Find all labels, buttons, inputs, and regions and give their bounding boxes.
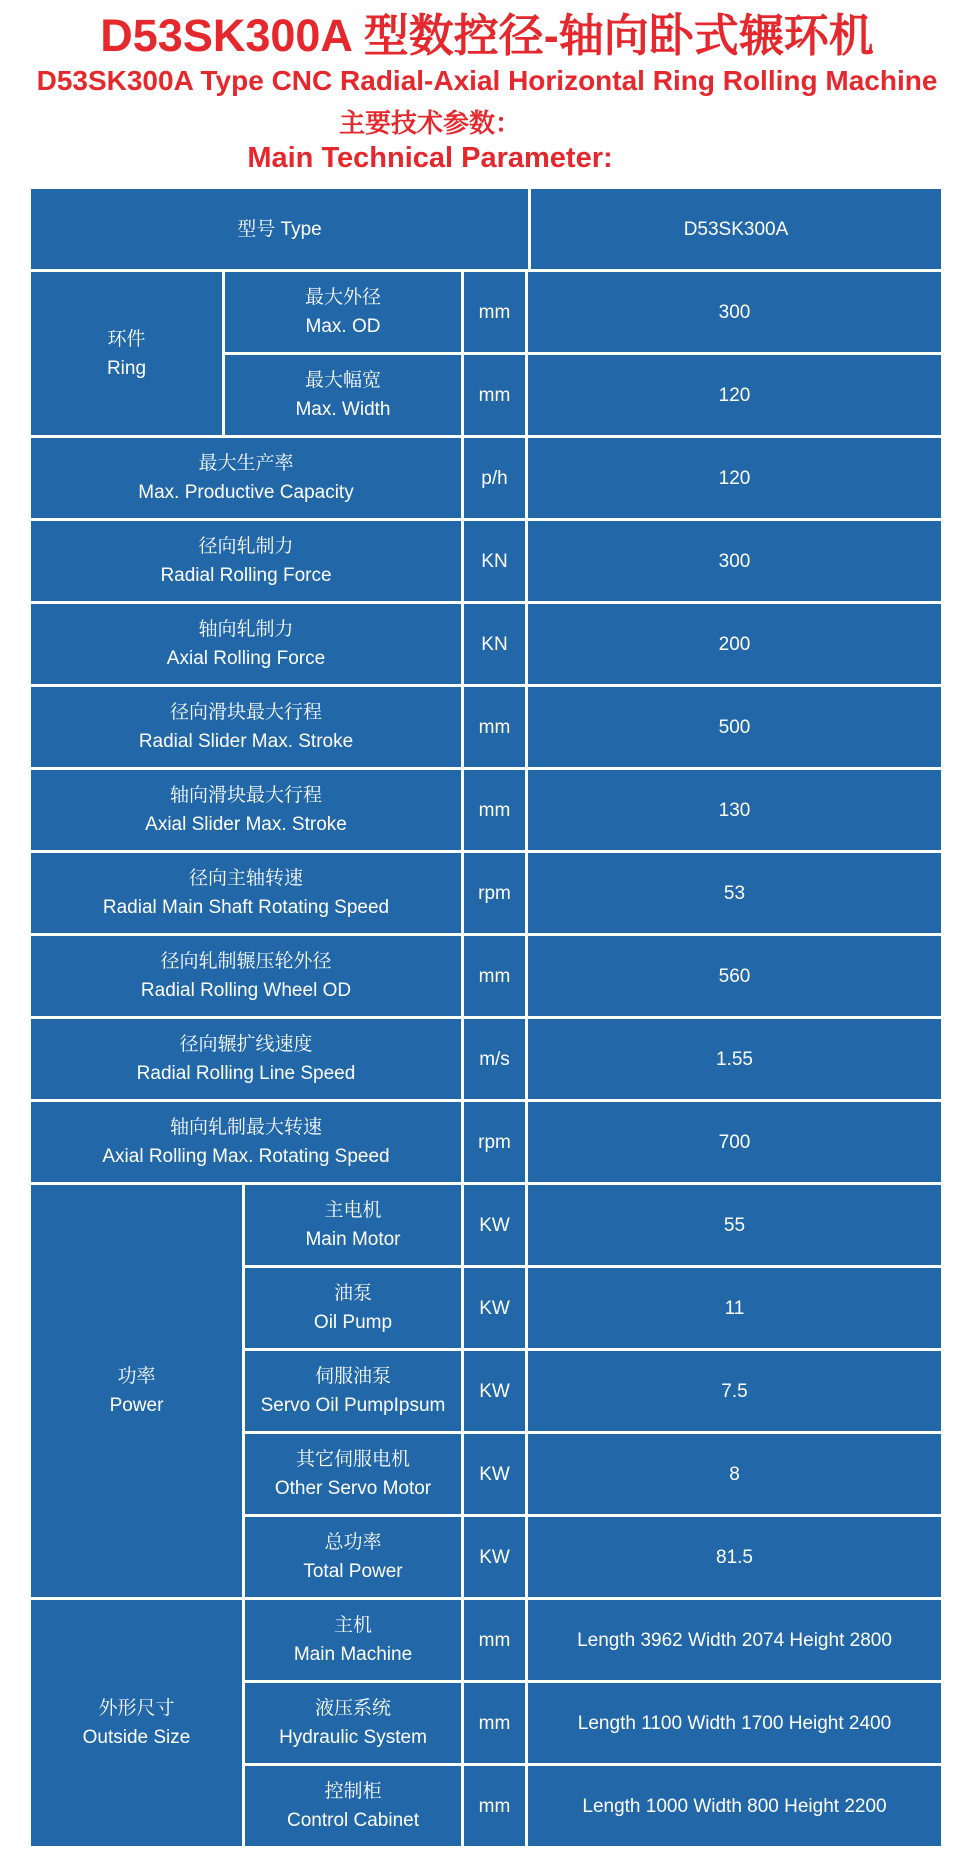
page-title-chinese: D53SK300A 型数控径-轴向卧式辗环机 xyxy=(100,10,874,61)
param-label: 径向滑块最大行程 Radial Slider Max. Stroke xyxy=(31,687,461,767)
param-value: Length 3962 Width 2074 Height 2800 xyxy=(528,1600,941,1680)
param-label: 油泵 Oil Pump xyxy=(245,1268,461,1348)
param-unit: rpm xyxy=(464,1102,525,1182)
table-group-ring xyxy=(31,272,941,435)
param-label: 径向主轴转速 Radial Main Shaft Rotating Speed xyxy=(31,853,461,933)
param-label: 最大幅宽 Max. Width xyxy=(225,355,461,435)
param-unit: m/s xyxy=(464,1019,525,1099)
param-unit: mm xyxy=(464,355,525,435)
param-label: 主电机 Main Motor xyxy=(245,1185,461,1265)
page-title-english: D53SK300A Type CNC Radial-Axial Horizontal Ring Rolling Machine xyxy=(36,65,938,96)
param-value: Length 1100 Width 1700 Height 2400 xyxy=(528,1683,941,1763)
param-label: 其它伺服电机 Other Servo Motor xyxy=(245,1434,461,1514)
param-unit: mm xyxy=(464,1683,525,1763)
table-row xyxy=(31,770,941,850)
param-unit: mm xyxy=(464,936,525,1016)
param-value: 7.5 xyxy=(528,1351,941,1431)
param-value: 500 xyxy=(528,687,941,767)
param-value: 53 xyxy=(528,853,941,933)
group-label xyxy=(31,1185,242,1597)
table-group-outside-size xyxy=(31,1600,941,1846)
table-group-power xyxy=(31,1185,941,1597)
param-label: 径向辗扩线速度 Radial Rolling Line Speed xyxy=(31,1019,461,1099)
param-unit: KW xyxy=(464,1517,525,1597)
param-label: 最大外径 Max. OD xyxy=(225,272,461,352)
param-label: 轴向轧制力 Axial Rolling Force xyxy=(31,604,461,684)
table-row xyxy=(31,1019,941,1099)
param-value: 8 xyxy=(528,1434,941,1514)
param-label: 最大生产率 Max. Productive Capacity xyxy=(31,438,461,518)
param-unit: p/h xyxy=(464,438,525,518)
param-label: 径向轧制力 Radial Rolling Force xyxy=(31,521,461,601)
param-unit: KN xyxy=(464,604,525,684)
group-label-en: Outside Size xyxy=(82,1727,191,1748)
param-value: 700 xyxy=(528,1102,941,1182)
param-value: 81.5 xyxy=(528,1517,941,1597)
group-label-en: Ring xyxy=(106,357,147,379)
param-value: 55 xyxy=(528,1185,941,1265)
param-unit: rpm xyxy=(464,853,525,933)
param-label: 总功率 Total Power xyxy=(245,1517,461,1597)
param-unit: mm xyxy=(464,1766,525,1846)
table-row xyxy=(31,521,941,601)
param-label: 液压系统 Hydraulic System xyxy=(245,1683,461,1763)
param-unit: KW xyxy=(464,1434,525,1514)
param-label: 径向轧制辗压轮外径 Radial Rolling Wheel OD xyxy=(31,936,461,1016)
parameters-heading-english: Main Technical Parameter: xyxy=(247,142,613,174)
param-value: 560 xyxy=(528,936,941,1016)
table-row xyxy=(31,936,941,1016)
page-header xyxy=(0,10,974,177)
group-label xyxy=(31,1600,242,1846)
param-value: D53SK300A xyxy=(531,189,941,269)
param-label: 轴向轧制最大转速 Axial Rolling Max. Rotating Speed xyxy=(31,1102,461,1182)
parameters-heading-chinese: 主要技术参数： xyxy=(338,108,521,138)
param-label: 轴向滑块最大行程 Axial Slider Max. Stroke xyxy=(31,770,461,850)
table-row xyxy=(31,853,941,933)
param-value: 130 xyxy=(528,770,941,850)
param-unit: KW xyxy=(464,1268,525,1348)
parameters-heading xyxy=(0,106,860,177)
group-label xyxy=(31,272,222,435)
param-value: 120 xyxy=(528,355,941,435)
group-label-zh: 环件 xyxy=(107,328,146,350)
param-unit: mm xyxy=(464,272,525,352)
param-label: 伺服油泵 Servo Oil PumpIpsum xyxy=(245,1351,461,1431)
param-label: 主机 Main Machine xyxy=(245,1600,461,1680)
param-value: 200 xyxy=(528,604,941,684)
param-unit: mm xyxy=(464,770,525,850)
param-label: 型号 Type xyxy=(31,189,528,269)
table-row xyxy=(31,1102,941,1182)
spec-table xyxy=(31,189,941,1846)
table-row-type xyxy=(31,189,941,269)
param-value: 11 xyxy=(528,1268,941,1348)
param-value: Length 1000 Width 800 Height 2200 xyxy=(528,1766,941,1846)
param-unit: KN xyxy=(464,521,525,601)
param-value: 300 xyxy=(528,272,941,352)
table-row xyxy=(31,604,941,684)
table-row xyxy=(31,687,941,767)
param-unit: KW xyxy=(464,1351,525,1431)
group-label-en: Power xyxy=(109,1395,164,1416)
param-value: 120 xyxy=(528,438,941,518)
param-unit: mm xyxy=(464,687,525,767)
group-label-zh: 功率 xyxy=(117,1366,156,1387)
param-unit: KW xyxy=(464,1185,525,1265)
param-unit: mm xyxy=(464,1600,525,1680)
table-row xyxy=(31,438,941,518)
group-label-zh: 外形尺寸 xyxy=(98,1698,175,1719)
param-value: 300 xyxy=(528,521,941,601)
param-value: 1.55 xyxy=(528,1019,941,1099)
param-label: 控制柜 Control Cabinet xyxy=(245,1766,461,1846)
